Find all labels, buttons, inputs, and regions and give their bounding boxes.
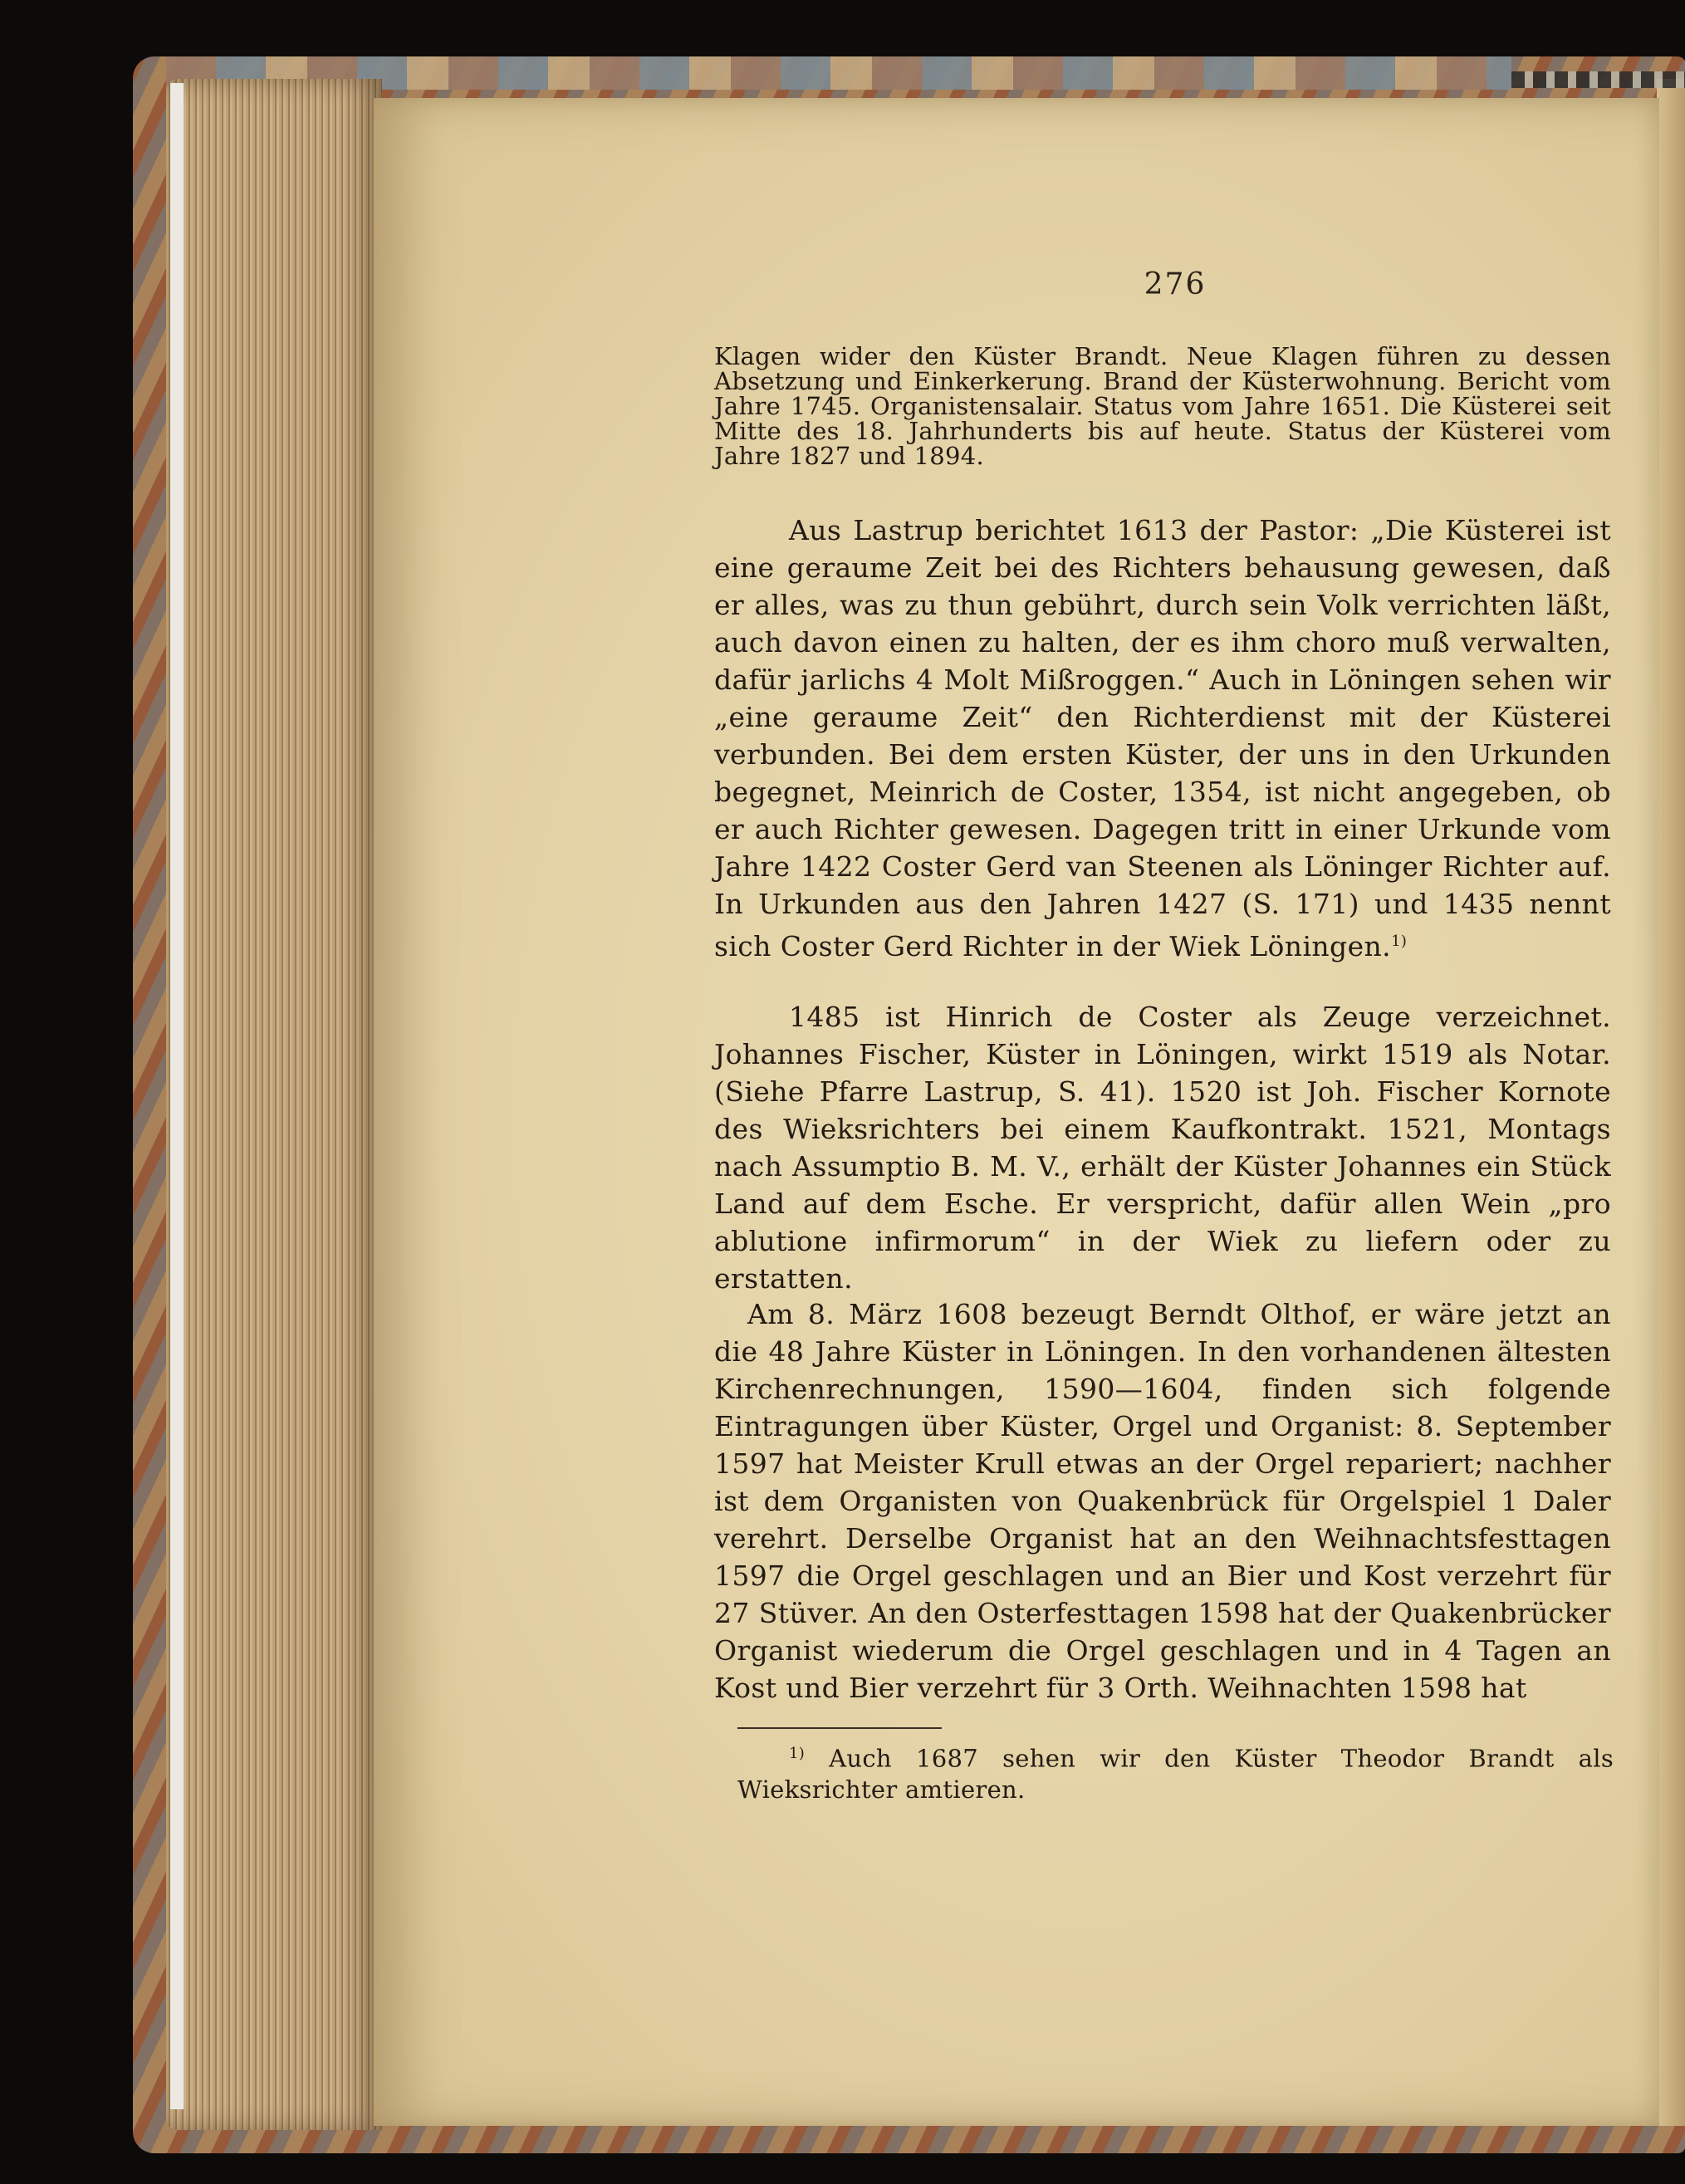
footnote-ref: 1) bbox=[1391, 933, 1408, 950]
paragraph-1 bbox=[714, 512, 1611, 965]
paragraph-3: Am 8. März 1608 bezeugt Berndt Olthof, er wäre jetzt an die 48 Jahre Küster in Löningen. In den vorhandenen ältesten Kirchenrechnungen, 1590—1604, finden sich folgende Eintragungen über Küster, Orgel und Organist: 8. September 1597 hat Meister Krull etwas an der Orgel repariert; nachher ist dem Organisten von Quakenbrück für Orgelspiel 1 Daler verehrt. Derselbe Organist hat an den Weihnachtsfesttagen 1597 die Orgel geschlagen und an Bier und Kost verzehrt für 27 Stüver. An den Osterfesttagen 1598 hat der Quakenbrücker Organist wiederum die Orgel geschlagen und in 4 Tagen an Kost und Bier verzehrt für 3 Orth. Weihnachten 1598 hat bbox=[714, 1298, 1611, 1704]
footnote-rule bbox=[737, 1727, 942, 1729]
right-page-edge bbox=[1657, 79, 1685, 2126]
page-number: 276 bbox=[1144, 267, 1207, 301]
footnote-marker: 1) bbox=[789, 1745, 806, 1762]
page-block-edge bbox=[166, 79, 382, 2130]
footnote-text: Auch 1687 sehen wir den Küster Theodor Brandt als Wieksrichter amtieren. bbox=[737, 1744, 1614, 1804]
ornament-strip bbox=[1511, 71, 1685, 88]
paragraph-1-text: Aus Lastrup berichtet 1613 der Pastor: „Die Küsterei ist eine geraume Zeit bei des Richters behausung gewesen, daß er alles, was zu thun gebührt, durch sein Volk verrichten läßt, auch davon einen zu halten, der es ihm choro muß verwalten, dafür jarlichs 4 Molt Mißroggen.“ Auch in Löningen sehen wir „eine geraume Zeit“ den Richterdienst mit der Küsterei verbunden. Bei dem ersten Küster, der uns in den Urkunden begegnet, Meinrich de Coster, 1354, ist nicht angegeben, ob er auch Richter gewesen. Dagegen tritt in einer Urkunde vom Jahre 1422 Coster Gerd van Steenen als Löninger Richter auf. In Urkunden aus den Jahren 1427 (S. 171) und 1435 nennt sich Coster Gerd Richter in der Wiek Löningen. bbox=[714, 514, 1611, 962]
white-leaf bbox=[170, 83, 184, 2109]
chapter-summary: Klagen wider den Küster Brandt. Neue Klagen führen zu dessen Absetzung und Einkerkerung. Brand der Küsterwohnung. Bericht vom Jahre 1745. Organistensalair. Status vom Jahre 1651. Die Küsterei seit Mitte des 18. Jahrhunderts bis auf heute. Status der Küsterei vom Jahre 1827 und 1894. bbox=[714, 342, 1611, 470]
paragraph-2: 1485 ist Hinrich de Coster als Zeuge verzeichnet. Johannes Fischer, Küster in Löningen, wirkt 1519 als Notar. (Siehe Pfarre Lastrup, S. 41). 1520 ist Joh. Fischer Kornote des Wieksrichters bei einem Kaufkontrakt. 1521, Montags nach Assumptio B. M. V., erhält der Küster Johannes ein Stück Land auf dem Esche. Er verspricht, dafür allen Wein „pro ablutione infirmorum“ in der Wiek zu liefern oder zu erstatten. bbox=[714, 1001, 1611, 1295]
footnote bbox=[737, 1738, 1614, 1805]
